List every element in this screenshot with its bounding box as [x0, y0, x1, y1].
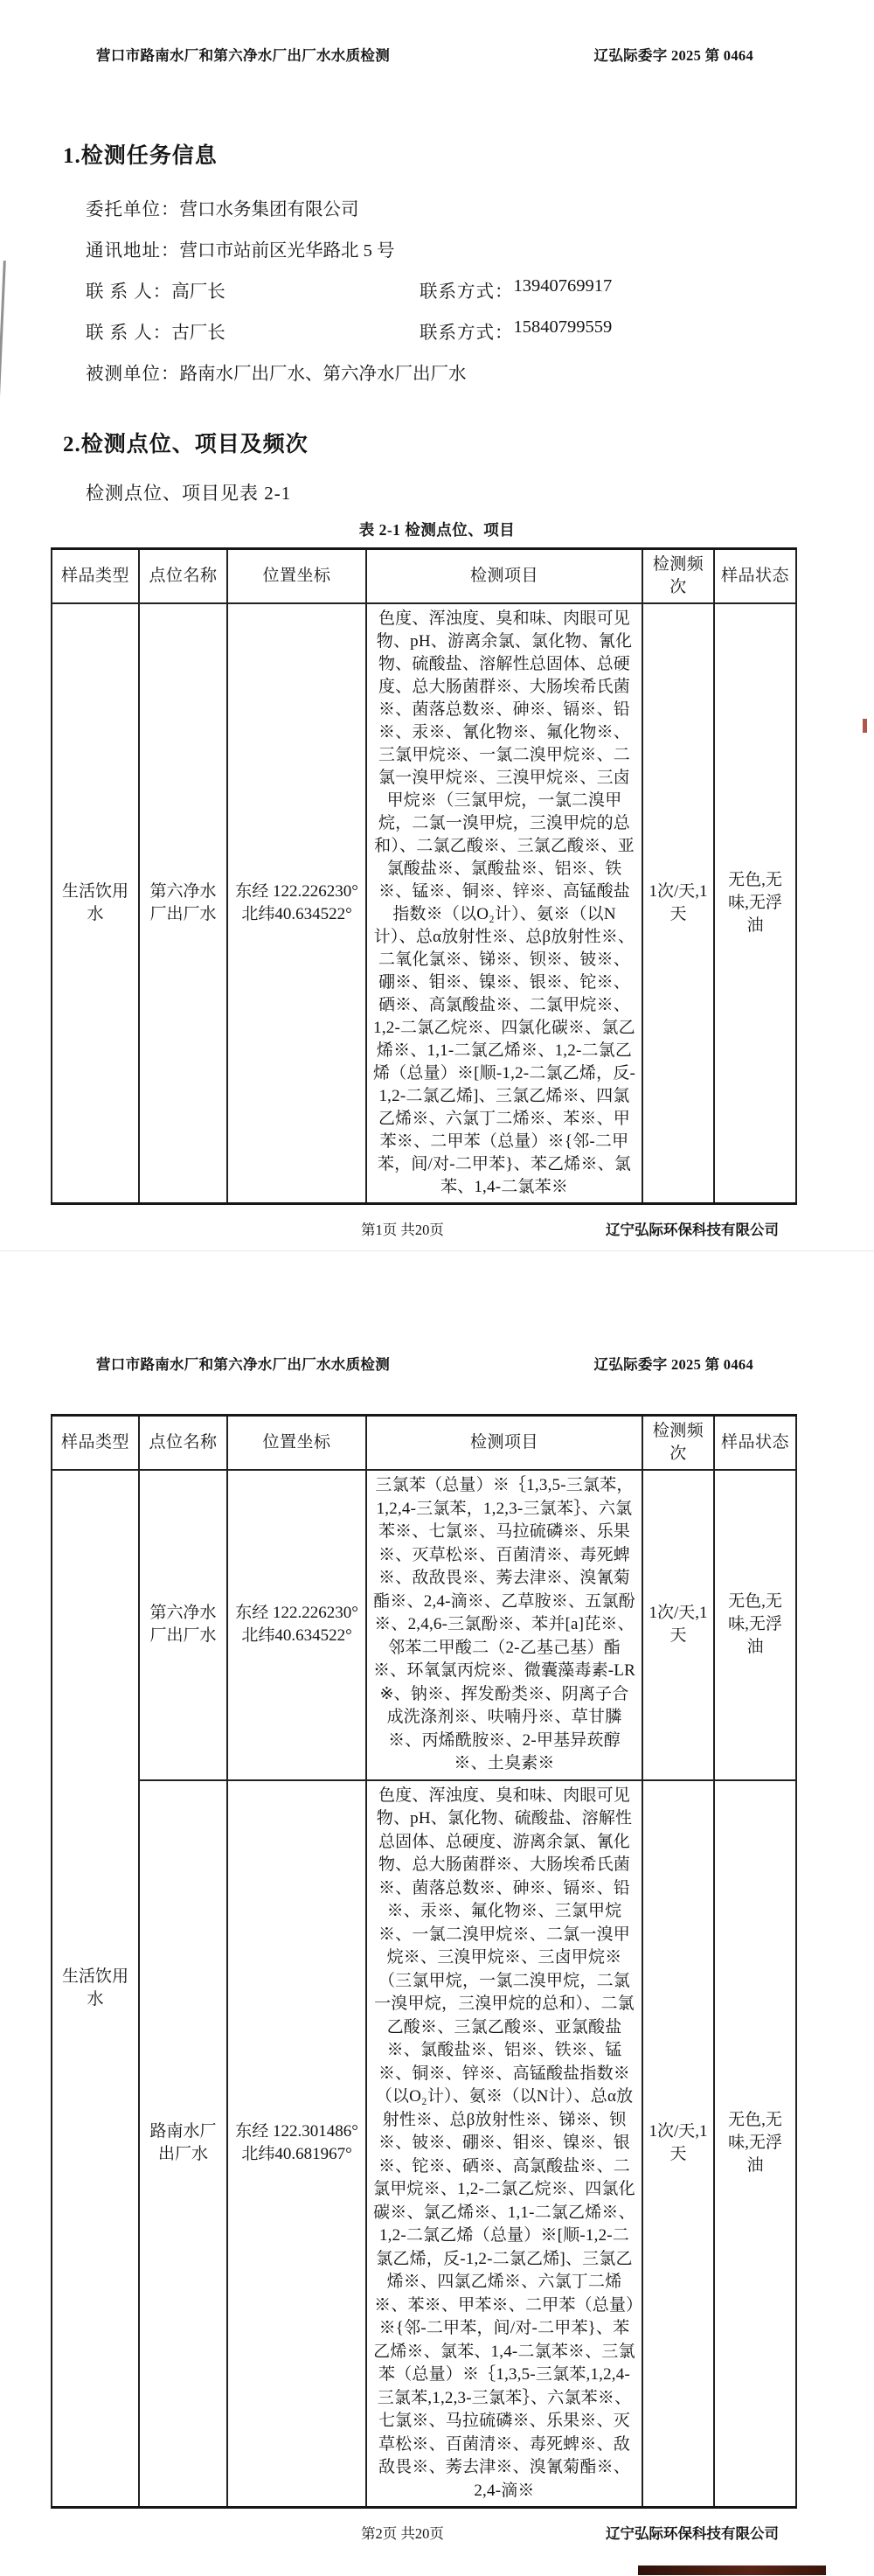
col-status: 样品状态: [714, 549, 796, 604]
monitoring-table-page1: [51, 547, 797, 1205]
section2-title: 2.检测点位、项目及频次: [63, 433, 309, 456]
page-1: [0, 0, 874, 1251]
contact2-seg: [86, 317, 420, 342]
point-name-cell: 第六净水厂出厂水: [139, 1470, 227, 1780]
status-cell: 无色,无味,无浮油: [714, 603, 796, 1204]
page1-company: 辽宁弘际环保科技有限公司: [606, 1222, 779, 1238]
header-doc-number: 辽弘际委字 2025 第 0464: [593, 1356, 753, 1373]
tested-unit-line: [86, 359, 874, 383]
items-cell: 色度、浑浊度、臭和味、肉眼可见物、pH、游离余氯、氯化物、氰化物、硫酸盐、溶解性总固体、总硬度、总大肠菌群※、大肠埃希氏菌※、菌落总数※、砷※、镉※、铅※、汞※、氰化物※、氟化物※、三氯甲烷※、一氯二溴甲烷※、二氯一溴甲烷※、三溴甲烷※、三卤甲烷※（三氯甲烷，一氯二溴甲烷，二氯一溴甲烷，三溴甲烷的总和）、二氯乙酸※、三氯乙酸※、亚氯酸盐※、氯酸盐※、铝※、铁※、锰※、铜※、锌※、高锰酸盐指数※（以O₂计）、氨※（以N计）、总α放射性※、总β放射性※、二氧化氯※、锑※、钡※、铍※、硼※、钼※、镍※、银※、铊※、硒※、高氯酸盐※、二氯甲烷※、1,2-二氯乙烷※、四氯化碳※、氯乙烯※、1,1-二氯乙烯※、1,2-二氯乙烯（总量）※[顺-1,2-二氯乙烯，反-1,2-二氯乙烯]、三氯乙烯※、四氯乙烯※、六氯丁二烯※、苯※、甲苯※、二甲苯（总量）※{邻-二甲苯，间/对-二甲苯}、苯乙烯※、氯苯、1,4-二氯苯※: [366, 603, 642, 1204]
items-cell: 三氯苯（总量）※｛1,3,5-三氯苯，1,2,4-三氯苯，1,2,3-三氯苯｝、六氯苯※、七氯※、马拉硫磷※、乐果※、灭草松※、百菌清※、毒死蜱※、敌敌畏※、莠去津※、溴氰菊酯※、2,4-滴※、乙草胺※、五氯酚※、2,4,6-三氯酚※、苯并[a]芘※、邻苯二甲酸二（2-乙基己基）酯※、环氧氯丙烷※、微囊藻毒素-LR※、钠※、挥发酚类※、阴离子合成洗涤剂※、呋喃丹※、草甘膦※、丙烯酰胺※、2-甲基异莰醇※、土臭素※: [366, 1470, 642, 1780]
contact2-line: [86, 317, 874, 342]
col-point-name: 点位名称: [139, 549, 227, 604]
longitude: 东经 122.226230°: [235, 1604, 358, 1623]
col-frequency: 检测频次: [642, 1416, 714, 1471]
contact1-line: [86, 276, 874, 301]
page2-number: 第2页 共20页: [361, 2525, 444, 2542]
table-row: [52, 1780, 796, 2508]
col-coordinates: 位置坐标: [227, 1416, 366, 1471]
coordinates-cell: [227, 1470, 366, 1780]
contact1-value: 高厂长: [171, 282, 225, 302]
address-line: [86, 235, 874, 260]
phone2-label: 联系方式：: [420, 324, 514, 343]
status-cell: 无色,无味,无浮油: [714, 1780, 796, 2508]
col-frequency: 检测频次: [642, 549, 714, 604]
col-sample-type: 样品类型: [52, 549, 139, 604]
phone2-value: 15840799559: [513, 317, 613, 337]
col-items: 检测项目: [366, 549, 642, 604]
col-point-name: 点位名称: [139, 1416, 227, 1471]
header-title: 营口市路南水厂和第六净水厂出厂水水质检测: [96, 1356, 390, 1373]
table-row: [52, 1470, 796, 1780]
page1-number: 第1页 共20页: [361, 1222, 444, 1238]
point-name-cell: 路南水厂出厂水: [139, 1780, 227, 2508]
point-name-cell: 第六净水厂出厂水: [139, 603, 227, 1204]
scan-red-mark: [863, 719, 867, 733]
page2-header: [96, 1251, 753, 1374]
task-info: [86, 194, 874, 383]
scan-edge-artifact: [0, 261, 6, 414]
coordinates-cell: [227, 1780, 366, 2508]
header-doc-number: 辽弘际委字 2025 第 0464: [593, 47, 753, 64]
monitoring-table-page2: [51, 1414, 797, 2509]
frequency-cell: 1次/天,1天: [642, 1470, 714, 1780]
col-coordinates: 位置坐标: [227, 549, 366, 604]
coordinates-cell: [227, 603, 366, 1204]
client-value: 营口水务集团有限公司: [179, 200, 359, 219]
address-value: 营口市站前区光华路北 5 号: [179, 241, 395, 261]
status-cell: 无色,无味,无浮油: [714, 1470, 796, 1780]
frequency-cell: 1次/天,1天: [642, 603, 714, 1204]
contact1-seg: [86, 276, 420, 301]
latitude: 北纬40.634522°: [241, 1626, 352, 1646]
phone1-value: 13940769917: [513, 276, 613, 296]
tested-unit-value: 路南水厂出厂水、第六净水厂出厂水: [179, 365, 467, 384]
page2-footer: [0, 2522, 874, 2543]
section1-title: 1.检测任务信息: [63, 144, 218, 168]
contact2-value: 古厂长: [171, 324, 225, 343]
sample-type-cell: 生活饮用水: [52, 1470, 139, 2508]
latitude: 北纬40.634522°: [241, 905, 352, 923]
client-label: 委托单位：: [86, 200, 180, 219]
longitude: 东经 122.226230°: [235, 882, 358, 901]
tested-unit-label: 被测单位：: [86, 365, 180, 384]
client-line: [86, 194, 874, 219]
scan-bottom-artifact: [638, 2566, 826, 2575]
header-title: 营口市路南水厂和第六净水厂出厂水水质检测: [96, 47, 390, 64]
phone1-label: 联系方式：: [420, 282, 514, 302]
latitude: 北纬40.681967°: [241, 2145, 352, 2164]
table-caption: 表 2-1 检测点位、项目: [358, 521, 516, 539]
page1-header: [96, 0, 753, 65]
page2-company: 辽宁弘际环保科技有限公司: [606, 2525, 779, 2542]
sample-type-cell: 生活饮用水: [52, 603, 139, 1204]
page1-footer: [0, 1218, 874, 1239]
section2-subtitle: 检测点位、项目见表 2-1: [86, 483, 292, 504]
frequency-cell: 1次/天,1天: [642, 1780, 714, 2508]
page-2: [0, 1251, 874, 2576]
table-header-row: [52, 549, 796, 604]
col-items: 检测项目: [366, 1416, 642, 1471]
items-cell: 色度、浑浊度、臭和味、肉眼可见物、pH、氯化物、硫酸盐、溶解性总固体、总硬度、游离余氯、氰化物、总大肠菌群※、大肠埃希氏菌※、菌落总数※、砷※、镉※、铅※、汞※、氟化物※、三氯甲烷※、一氯二溴甲烷※、二氯一溴甲烷※、三溴甲烷※、三卤甲烷※（三氯甲烷，一氯二溴甲烷，二氯一溴甲烷，三溴甲烷的总和）、二氯乙酸※、三氯乙酸※、亚氯酸盐※、氯酸盐※、铝※、铁※、锰※、铜※、锌※、高锰酸盐指数※（以O₂计）、氨※（以N计）、总α放射性※、总β放射性※、锑※、钡※、铍※、硼※、钼※、镍※、银※、铊※、硒※、高氯酸盐※、二氯甲烷※、1,2-二氯乙烷※、四氯化碳※、氯乙烯※、1,1-二氯乙烯※、1,2-二氯乙烯（总量）※[顺-1,2-二氯乙烯，反-1,2-二氯乙烯]、三氯乙烯※、四氯乙烯※、六氯丁二烯※、苯※、甲苯※、二甲苯（总量）※{邻-二甲苯，间/对-二甲苯}、苯乙烯※、氯苯、1,4-二氯苯※、三氯苯（总量）※｛1,3,5-三氯苯,1,2,4-三氯苯,1,2,3-三氯苯｝、六氯苯※、七氯※、马拉硫磷※、乐果※、灭草松※、百菌清※、毒死蜱※、敌敌畏※、莠去津※、溴氰菊酯※、2,4-滴※: [366, 1780, 642, 2508]
contact1-label: 联 系 人：: [86, 282, 172, 302]
address-label: 通讯地址：: [86, 241, 180, 261]
col-status: 样品状态: [714, 1416, 796, 1471]
longitude: 东经 122.301486°: [235, 2122, 358, 2141]
table-row: [52, 603, 796, 1204]
contact2-label: 联 系 人：: [86, 324, 172, 343]
table-header-row: [52, 1416, 796, 1471]
col-sample-type: 样品类型: [52, 1416, 139, 1471]
